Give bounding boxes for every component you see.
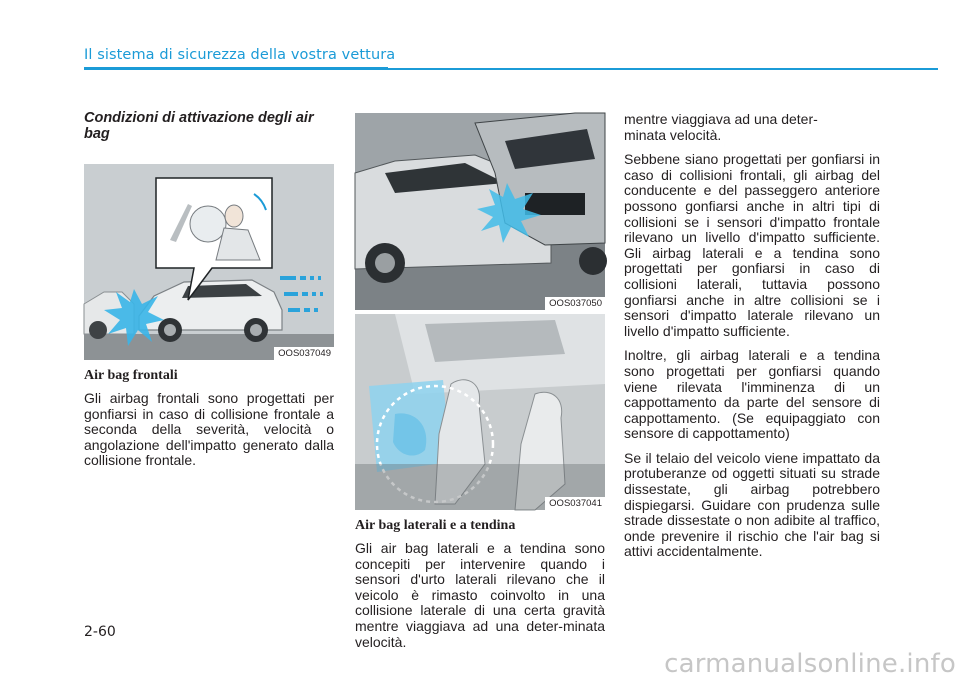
figure-side-collision <box>355 113 605 310</box>
column-3 <box>624 112 880 569</box>
side-airbag-text-continued: mentre viaggiava ad una deter- minata velocità. <box>624 111 818 143</box>
figure-code: OOS037041 <box>545 497 605 510</box>
figure-code: OOS037050 <box>545 297 605 310</box>
column-1 <box>84 110 334 478</box>
body-paragraph-1: Sebbene siano progettati per gonfiarsi in caso di collisioni frontali, gli airbag del conducente e del passeggero anteriore possono gonfiarsi anche in altri tipi di collisioni se i sensori d'impatto frontale rilevano un livello d'impatto sufficiente. Gli airbag laterali e a tendina sono progettati per gonfiarsi in caso di collisioni laterali, tuttavia possono gonfiarsi anche in altre collisioni se i sensori d'impatto laterale rilevano un livello d'impatto sufficiente. <box>624 151 880 339</box>
column-2 <box>355 113 605 650</box>
page-header-title: Il sistema di sicurezza della vostra vettura <box>84 47 396 63</box>
header-rule <box>84 67 388 70</box>
front-airbag-text: Gli airbag frontali sono progettati per gonfiarsi in caso di collisione frontale a seconda della severità, velocità o angolazione dell'impatto generato dalla collisione frontale. <box>84 390 334 469</box>
curtain-airbag-illustration-icon <box>355 314 605 510</box>
header-rule-thin <box>388 68 938 70</box>
watermark: carmanualsonline.info <box>664 649 956 679</box>
figure-code: OOS037049 <box>274 347 334 360</box>
side-collision-illustration-icon <box>355 113 605 310</box>
page-number: 2-60 <box>84 624 116 640</box>
side-airbag-text: Gli air bag laterali e a tendina sono concepiti per intervenire quando i sensori d'urto laterali rilevano che il veicolo è rimasto coinvolto in una collisione laterale di una certa gravità mentre viaggiava ad una deter-minata velocità. <box>355 540 605 650</box>
body-paragraph-2: Inoltre, gli airbag laterali e a tendina sono progettati per gonfiarsi quando viene rilevata l'imminenza di un cappottamento da parte del sensore di cappottamento. (Se equipaggiato con sensore di cappottamento) <box>624 347 880 442</box>
figure-curtain-airbag <box>355 314 605 510</box>
section-title: Condizioni di attivazione degli air bag <box>84 110 314 142</box>
front-collision-airbag-illustration-icon <box>84 164 334 360</box>
side-airbag-heading: Air bag laterali e a tendina <box>355 518 516 533</box>
figure-front-airbag <box>84 164 334 360</box>
front-airbag-heading: Air bag frontali <box>84 368 178 383</box>
body-paragraph-3: Se il telaio del veicolo viene impattato da protuberanze od oggetti situati su strade dissestate, gli airbag potrebbero dispiegarsi. Guidare con prudenza sulle strade dissestate o non adibite al traffico, onde prevenire il rischio che l'air bag si attivi accidentalmente. <box>624 449 880 560</box>
